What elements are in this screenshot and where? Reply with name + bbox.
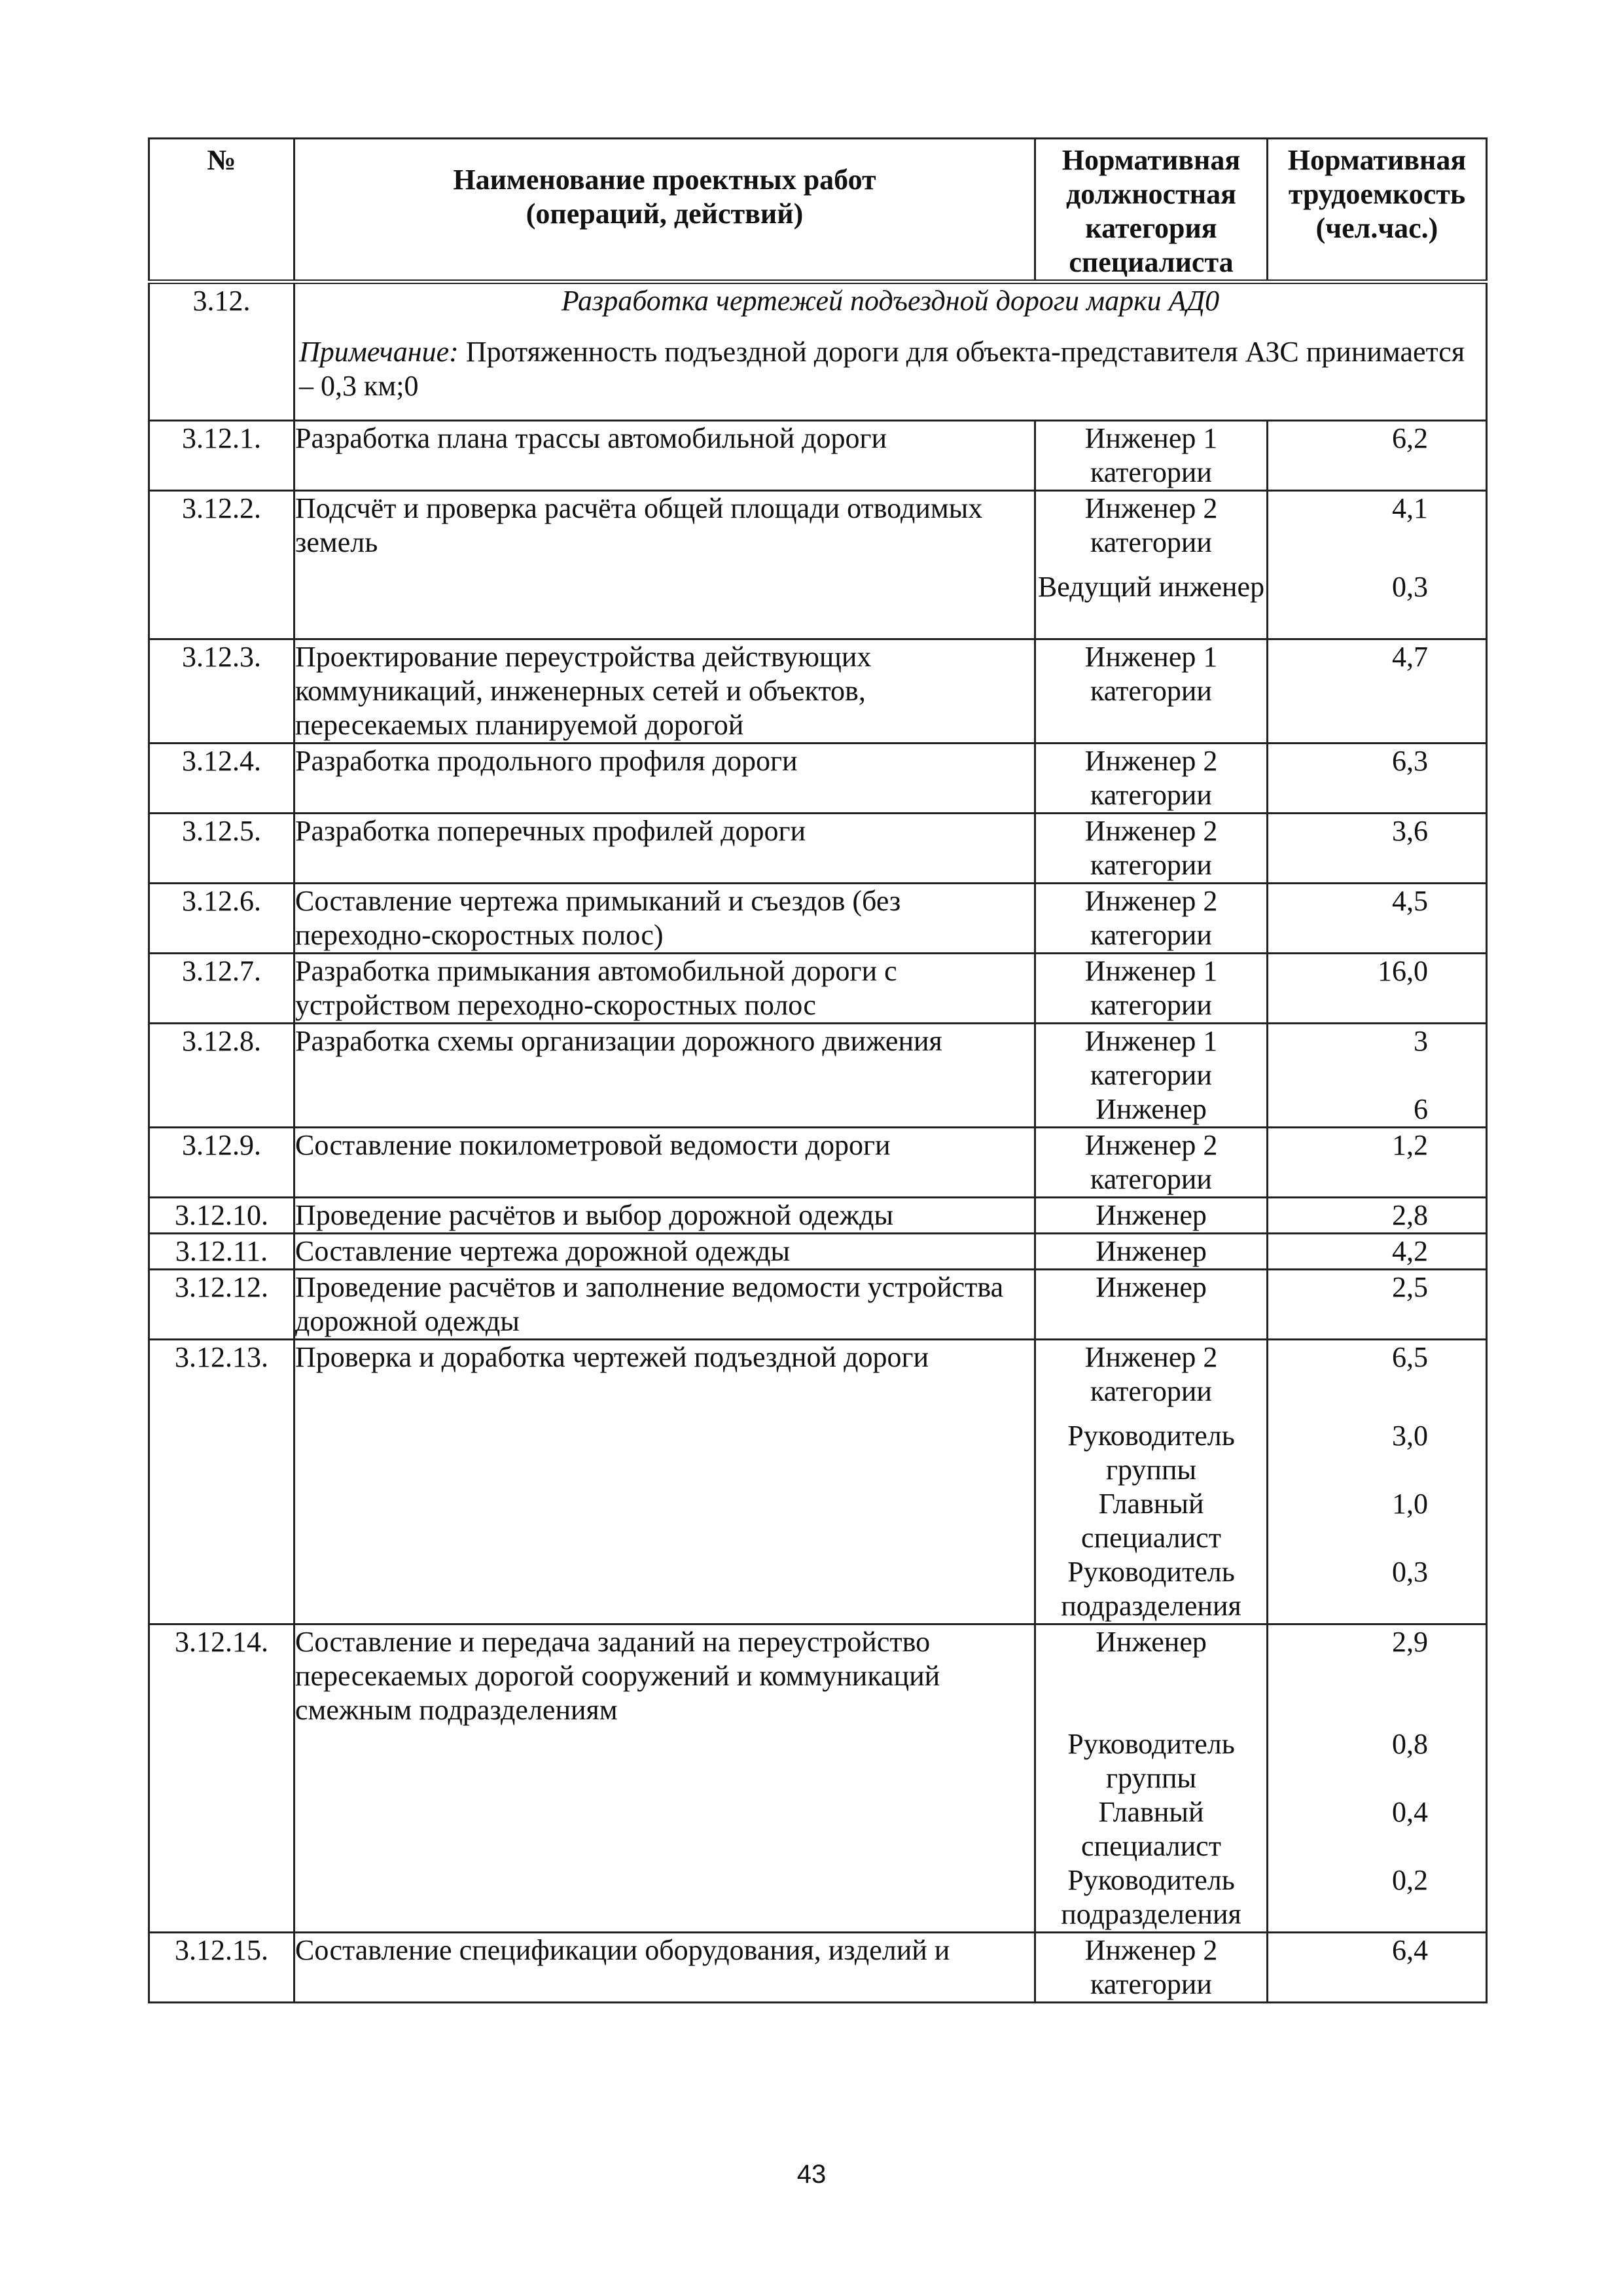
category-cell: [1035, 1933, 1268, 2003]
specialist-category: Инженер: [1096, 1271, 1207, 1303]
category-cell: [1035, 1340, 1268, 1624]
specialist-category: Инженер: [1096, 1235, 1207, 1267]
header-category: Нормативная должностная категория специалиста: [1035, 139, 1268, 282]
labor-cell: [1268, 1270, 1487, 1340]
labor-cell: [1268, 1340, 1487, 1624]
specialist-category: Инженер 1 категории: [1084, 955, 1218, 1021]
specialist-category: Инженер: [1096, 1626, 1207, 1658]
specialist-category: Инженер: [1096, 1093, 1207, 1125]
labor-value: 4,7: [1392, 641, 1428, 673]
labor-cell: [1268, 421, 1487, 491]
row-number: 3.12.1.: [149, 421, 294, 491]
table-body: [149, 282, 1487, 2003]
category-cell: [1035, 421, 1268, 491]
norms-table: [148, 137, 1488, 2003]
specialist-category: Инженер 1 категории: [1084, 422, 1218, 488]
specialist-category: Ведущий инженер: [1037, 571, 1265, 603]
specialist-category: Главный специалист: [1081, 1796, 1221, 1862]
labor-value: 4,5: [1392, 885, 1428, 917]
labor-cell: [1268, 639, 1487, 744]
labor-value: 6: [1414, 1093, 1428, 1125]
table-row: [149, 1128, 1487, 1198]
work-name: Разработка продольного профиля дороги: [294, 744, 1035, 814]
row-number: 3.12.11.: [149, 1234, 294, 1270]
work-name: Составление чертежа дорожной одежды: [294, 1234, 1035, 1270]
header-name: Наименование проектных работ (операций, действий): [294, 139, 1035, 282]
category-cell: [1035, 1198, 1268, 1234]
work-name: Подсчёт и проверка расчёта общей площади отводимых земель: [294, 491, 1035, 639]
specialist-category: Инженер 2 категории: [1084, 1129, 1218, 1195]
labor-value: 6,4: [1392, 1934, 1428, 1966]
row-number: 3.12.15.: [149, 1933, 294, 2003]
row-number: 3.12.12.: [149, 1270, 294, 1340]
work-name: Разработка примыкания автомобильной дороги с устройством переходно-скоростных полос: [294, 954, 1035, 1024]
table-row: [149, 421, 1487, 491]
category-cell: [1035, 814, 1268, 884]
labor-cell: [1268, 1234, 1487, 1270]
specialist-category: Главный специалист: [1081, 1488, 1221, 1554]
table-row: [149, 639, 1487, 744]
labor-cell: [1268, 1128, 1487, 1198]
work-name: Составление покилометровой ведомости дороги: [294, 1128, 1035, 1198]
labor-value: 1,2: [1392, 1129, 1428, 1161]
category-cell: [1035, 744, 1268, 814]
row-number: 3.12.13.: [149, 1340, 294, 1624]
labor-value: 3: [1414, 1025, 1428, 1057]
labor-value: 3,6: [1392, 815, 1428, 847]
specialist-category: Инженер 2 категории: [1084, 885, 1218, 951]
specialist-category: Инженер: [1096, 1199, 1207, 1231]
table-row: [149, 1340, 1487, 1624]
labor-value: 0,3: [1392, 571, 1428, 603]
specialist-category: Инженер 2 категории: [1084, 815, 1218, 881]
table-row: [149, 1024, 1487, 1128]
category-cell: [1035, 1128, 1268, 1198]
table-row: [149, 814, 1487, 884]
specialist-category: Инженер 2 категории: [1084, 1341, 1218, 1407]
table-row: [149, 1624, 1487, 1933]
work-name: Разработка схемы организации дорожного движения: [294, 1024, 1035, 1128]
table-row: [149, 1270, 1487, 1340]
table-row: [149, 1933, 1487, 2003]
work-name: Проведение расчётов и заполнение ведомости устройства дорожной одежды: [294, 1270, 1035, 1340]
labor-value: 6,2: [1392, 422, 1428, 454]
work-name: Составление чертежа примыканий и съездов (без переходно-скоростных полос): [294, 884, 1035, 954]
row-number: 3.12.5.: [149, 814, 294, 884]
labor-value: 0,8: [1392, 1728, 1428, 1760]
labor-value: 4,1: [1392, 492, 1428, 524]
work-name: Проектирование переустройства действующих коммуникаций, инженерных сетей и объектов, пересекаемых планируемой дорогой: [294, 639, 1035, 744]
labor-cell: [1268, 1198, 1487, 1234]
work-name: Разработка поперечных профилей дороги: [294, 814, 1035, 884]
table-row: [149, 884, 1487, 954]
labor-cell: [1268, 491, 1487, 639]
category-cell: [1035, 1234, 1268, 1270]
row-number: 3.12.4.: [149, 744, 294, 814]
labor-cell: [1268, 744, 1487, 814]
labor-value: 0,4: [1392, 1796, 1428, 1828]
section-note: [295, 335, 1486, 403]
labor-cell: [1268, 954, 1487, 1024]
labor-value: 2,9: [1392, 1626, 1428, 1658]
row-number: 3.12.14.: [149, 1624, 294, 1933]
table-row: [149, 744, 1487, 814]
row-number: 3.12.9.: [149, 1128, 294, 1198]
table-header-row: [149, 139, 1487, 282]
labor-value: 2,5: [1392, 1271, 1428, 1303]
row-number: 3.12.10.: [149, 1198, 294, 1234]
labor-value: 4,2: [1392, 1235, 1428, 1267]
section-num: 3.12.: [149, 282, 294, 421]
category-cell: [1035, 1624, 1268, 1933]
specialist-category: Инженер 2 категории: [1084, 1934, 1218, 2000]
labor-value: 16,0: [1378, 955, 1428, 987]
category-cell: [1035, 639, 1268, 744]
row-number: 3.12.6.: [149, 884, 294, 954]
header-num: №: [149, 139, 294, 282]
category-cell: [1035, 1270, 1268, 1340]
specialist-category: Инженер 2 категории: [1084, 492, 1218, 558]
table-row: [149, 491, 1487, 639]
table-row: [149, 954, 1487, 1024]
note-text: Протяженность подъездной дороги для объекта-представителя АЗС принимается – 0,3 км;0: [299, 336, 1465, 402]
row-number: 3.12.2.: [149, 491, 294, 639]
work-name: Составление и передача заданий на переустройство пересекаемых дорогой сооружений и коммуникаций смежным подразделениям: [294, 1624, 1035, 1933]
row-number: 3.12.7.: [149, 954, 294, 1024]
specialist-category: Руководитель группы: [1067, 1728, 1235, 1794]
category-cell: [1035, 491, 1268, 639]
labor-value: 1,0: [1392, 1488, 1428, 1520]
labor-cell: [1268, 884, 1487, 954]
section-cell: [294, 282, 1487, 421]
labor-value: 6,3: [1392, 745, 1428, 777]
specialist-category: Инженер 1 категории: [1084, 1025, 1218, 1091]
labor-value: 0,2: [1392, 1864, 1428, 1896]
labor-cell: [1268, 1024, 1487, 1128]
work-name: Составление спецификации оборудования, изделий и: [294, 1933, 1035, 2003]
category-cell: [1035, 954, 1268, 1024]
row-number: 3.12.8.: [149, 1024, 294, 1128]
labor-value: 0,3: [1392, 1556, 1428, 1588]
specialist-category: Инженер 1 категории: [1084, 641, 1218, 707]
labor-value: 3,0: [1392, 1420, 1428, 1452]
section-row: [149, 282, 1487, 421]
labor-value: 2,8: [1392, 1199, 1428, 1231]
page-number: 43: [796, 2160, 827, 2189]
category-cell: [1035, 1024, 1268, 1128]
row-number: 3.12.3.: [149, 639, 294, 744]
labor-cell: [1268, 1933, 1487, 2003]
specialist-category: Руководитель группы: [1067, 1420, 1235, 1486]
labor-cell: [1268, 1624, 1487, 1933]
specialist-category: Инженер 2 категории: [1084, 745, 1218, 811]
specialist-category: Руководитель подразделения: [1061, 1556, 1241, 1622]
table-row: [149, 1198, 1487, 1234]
specialist-category: Руководитель подразделения: [1061, 1864, 1241, 1930]
labor-cell: [1268, 814, 1487, 884]
work-name: Проверка и доработка чертежей подъездной дороги: [294, 1340, 1035, 1624]
work-name: Разработка плана трассы автомобильной дороги: [294, 421, 1035, 491]
table-row: [149, 1234, 1487, 1270]
labor-value: 6,5: [1392, 1341, 1428, 1373]
header-labor: Нормативная трудоемкость (чел.час.): [1268, 139, 1487, 282]
section-title: Разработка чертежей подъездной дороги марки АД0: [561, 285, 1220, 317]
note-label: Примечание:: [299, 336, 459, 368]
work-name: Проведение расчётов и выбор дорожной одежды: [294, 1198, 1035, 1234]
category-cell: [1035, 884, 1268, 954]
